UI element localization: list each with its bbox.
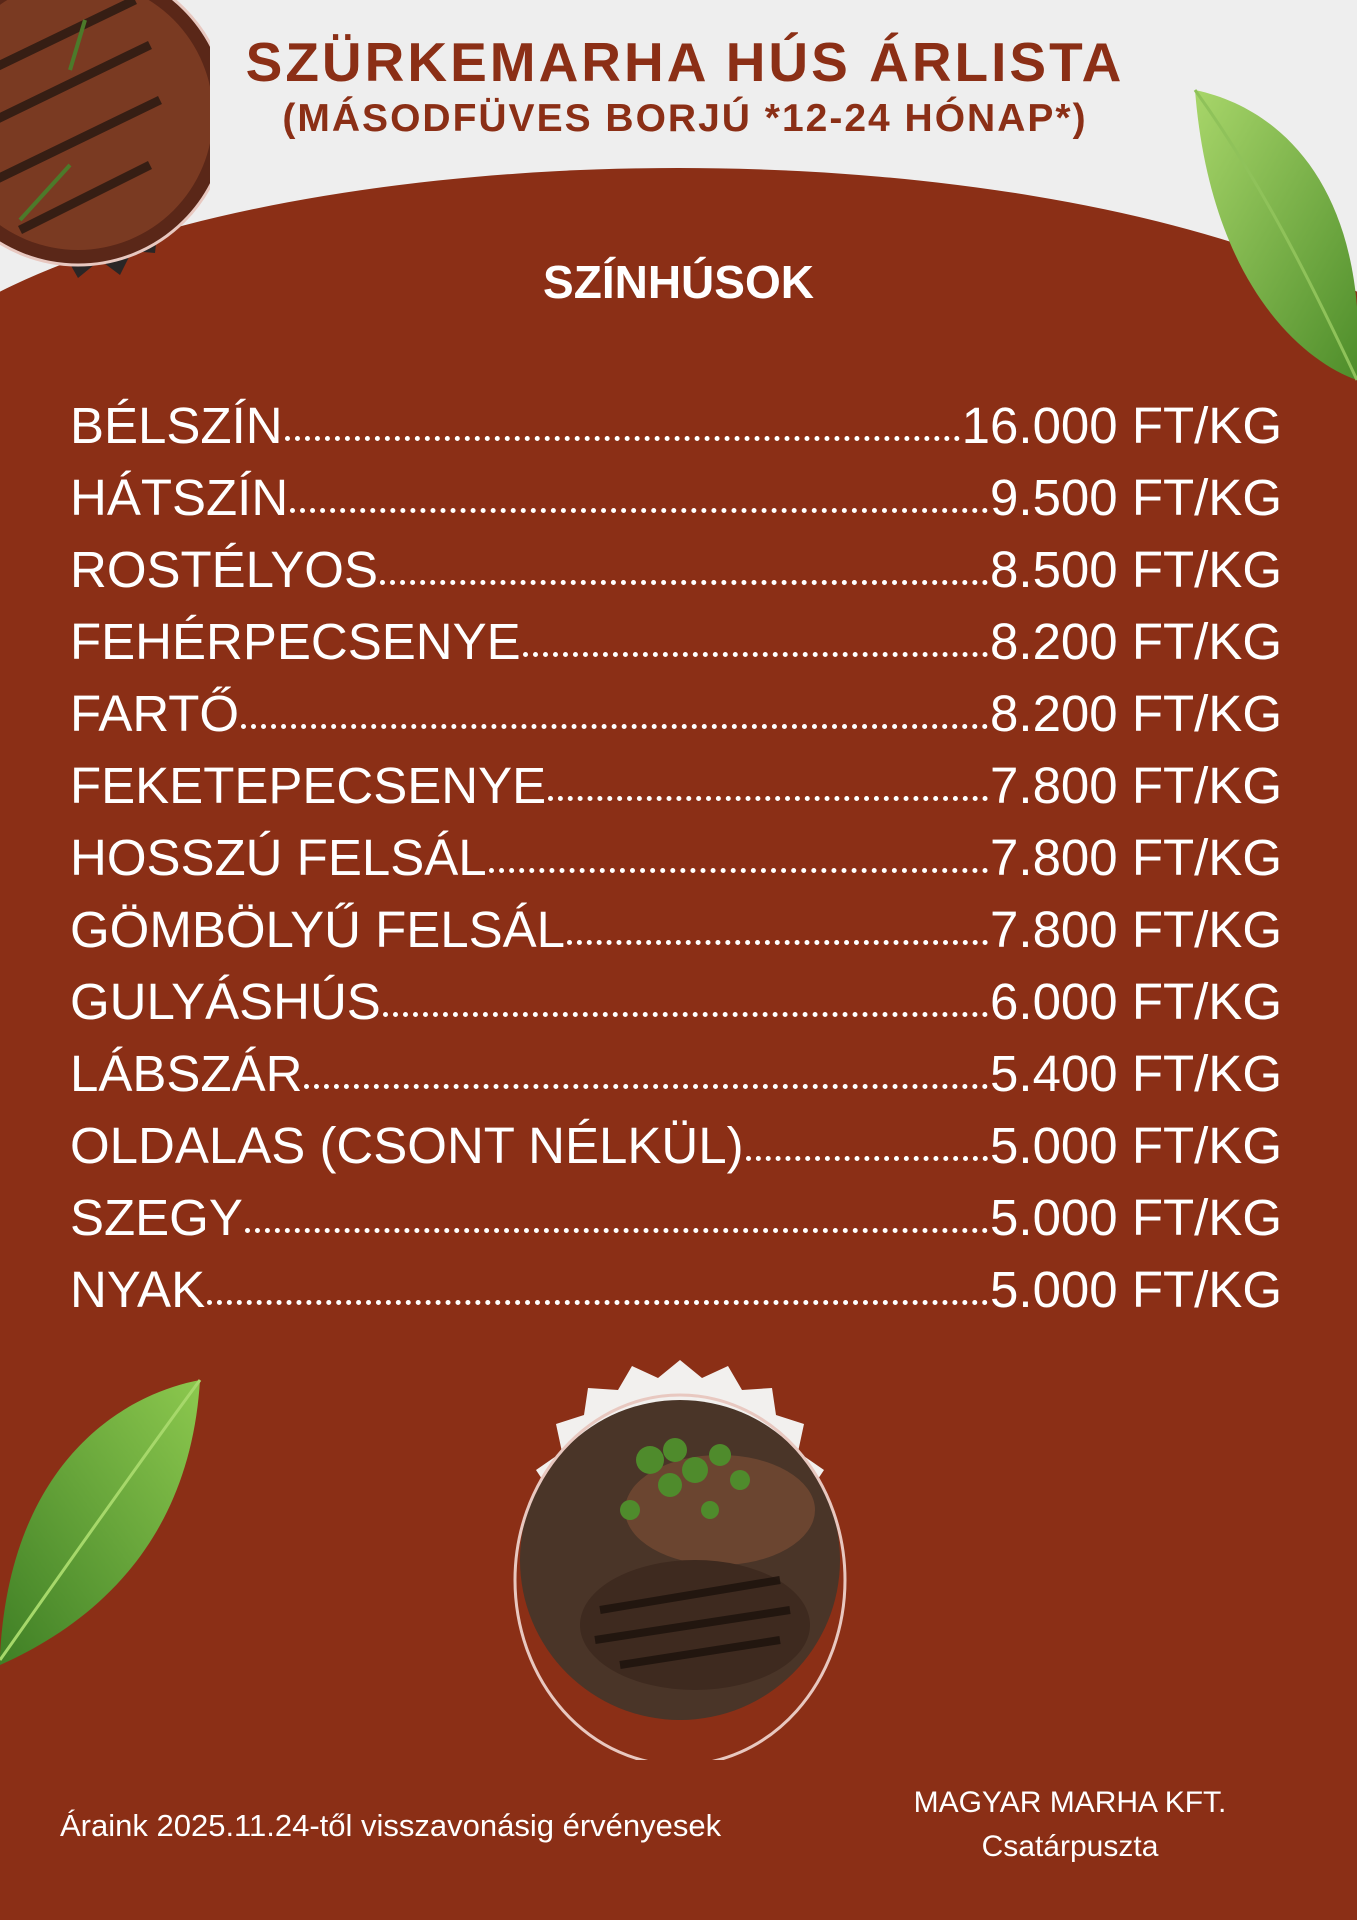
dot-leader [304, 1044, 988, 1089]
dot-leader [523, 612, 988, 657]
item-name: FARTŐ [70, 685, 240, 742]
item-name: FEHÉRPECSENYE [70, 613, 521, 670]
item-name: GÖMBÖLYŰ FELSÁL [70, 901, 566, 958]
item-price: 5.000 FT/KG [990, 1261, 1282, 1318]
price-row [70, 540, 1282, 612]
item-price: 7.800 FT/KG [990, 757, 1282, 814]
price-row [70, 684, 1282, 756]
dot-leader [567, 900, 988, 945]
grilled-meat-photo-badge [480, 1360, 880, 1760]
item-price: 5.000 FT/KG [990, 1117, 1282, 1174]
price-row [70, 900, 1282, 972]
price-row [70, 396, 1282, 468]
item-price: 8.200 FT/KG [990, 685, 1282, 742]
price-row [70, 1044, 1282, 1116]
item-price: 6.000 FT/KG [990, 973, 1282, 1030]
item-price: 7.800 FT/KG [990, 901, 1282, 958]
price-validity-note: Áraink 2025.11.24-től visszavonásig érvényesek [60, 1808, 722, 1843]
price-row [70, 468, 1282, 540]
dot-leader [489, 828, 988, 873]
dot-leader [548, 756, 988, 801]
item-price: 5.000 FT/KG [990, 1189, 1282, 1246]
dot-leader [746, 1116, 988, 1161]
company-location: Csatárpuszta [981, 1830, 1159, 1863]
item-price: 9.500 FT/KG [990, 469, 1282, 526]
company-name: MAGYAR MARHA KFT. [913, 1786, 1227, 1819]
item-price: 8.500 FT/KG [990, 541, 1282, 598]
page-subtitle: (MÁSODFÜVES BORJÚ *12-24 HÓNAP*) [282, 97, 1088, 140]
item-price: 8.200 FT/KG [990, 613, 1282, 670]
price-row [70, 1188, 1282, 1260]
dot-leader [207, 1260, 988, 1305]
basil-leaf-bottom-left [0, 1375, 210, 1665]
item-name: BÉLSZÍN [70, 397, 283, 454]
price-row [70, 972, 1282, 1044]
dot-leader [380, 540, 988, 585]
company-block [870, 1786, 1270, 1864]
item-name: HÁTSZÍN [70, 469, 289, 526]
price-row [70, 1116, 1282, 1188]
price-row [70, 612, 1282, 684]
dot-leader [285, 396, 960, 441]
price-row [70, 1260, 1282, 1332]
item-name: GULYÁSHÚS [70, 973, 381, 1030]
item-name: ROSTÉLYOS [70, 541, 378, 598]
item-price: 16.000 FT/KG [961, 397, 1282, 454]
item-price: 7.800 FT/KG [990, 829, 1282, 886]
price-row [70, 828, 1282, 900]
item-name: SZEGY [70, 1189, 243, 1246]
price-row [70, 756, 1282, 828]
dot-leader [383, 972, 988, 1017]
price-list [70, 396, 1282, 1332]
section-title: SZÍNHÚSOK [543, 256, 814, 308]
dot-leader [290, 468, 988, 513]
item-price: 5.400 FT/KG [990, 1045, 1282, 1102]
dot-leader [245, 1188, 988, 1233]
item-name: FEKETEPECSENYE [70, 757, 547, 814]
item-name: HOSSZÚ FELSÁL [70, 829, 487, 886]
dot-leader [241, 684, 988, 729]
item-name: NYAK [70, 1261, 206, 1318]
item-name: LÁBSZÁR [70, 1045, 303, 1102]
page-title: SZÜRKEMARHA HÚS ÁRLISTA [245, 31, 1125, 93]
item-name: OLDALAS (CSONT NÉLKÜL) [70, 1117, 744, 1174]
